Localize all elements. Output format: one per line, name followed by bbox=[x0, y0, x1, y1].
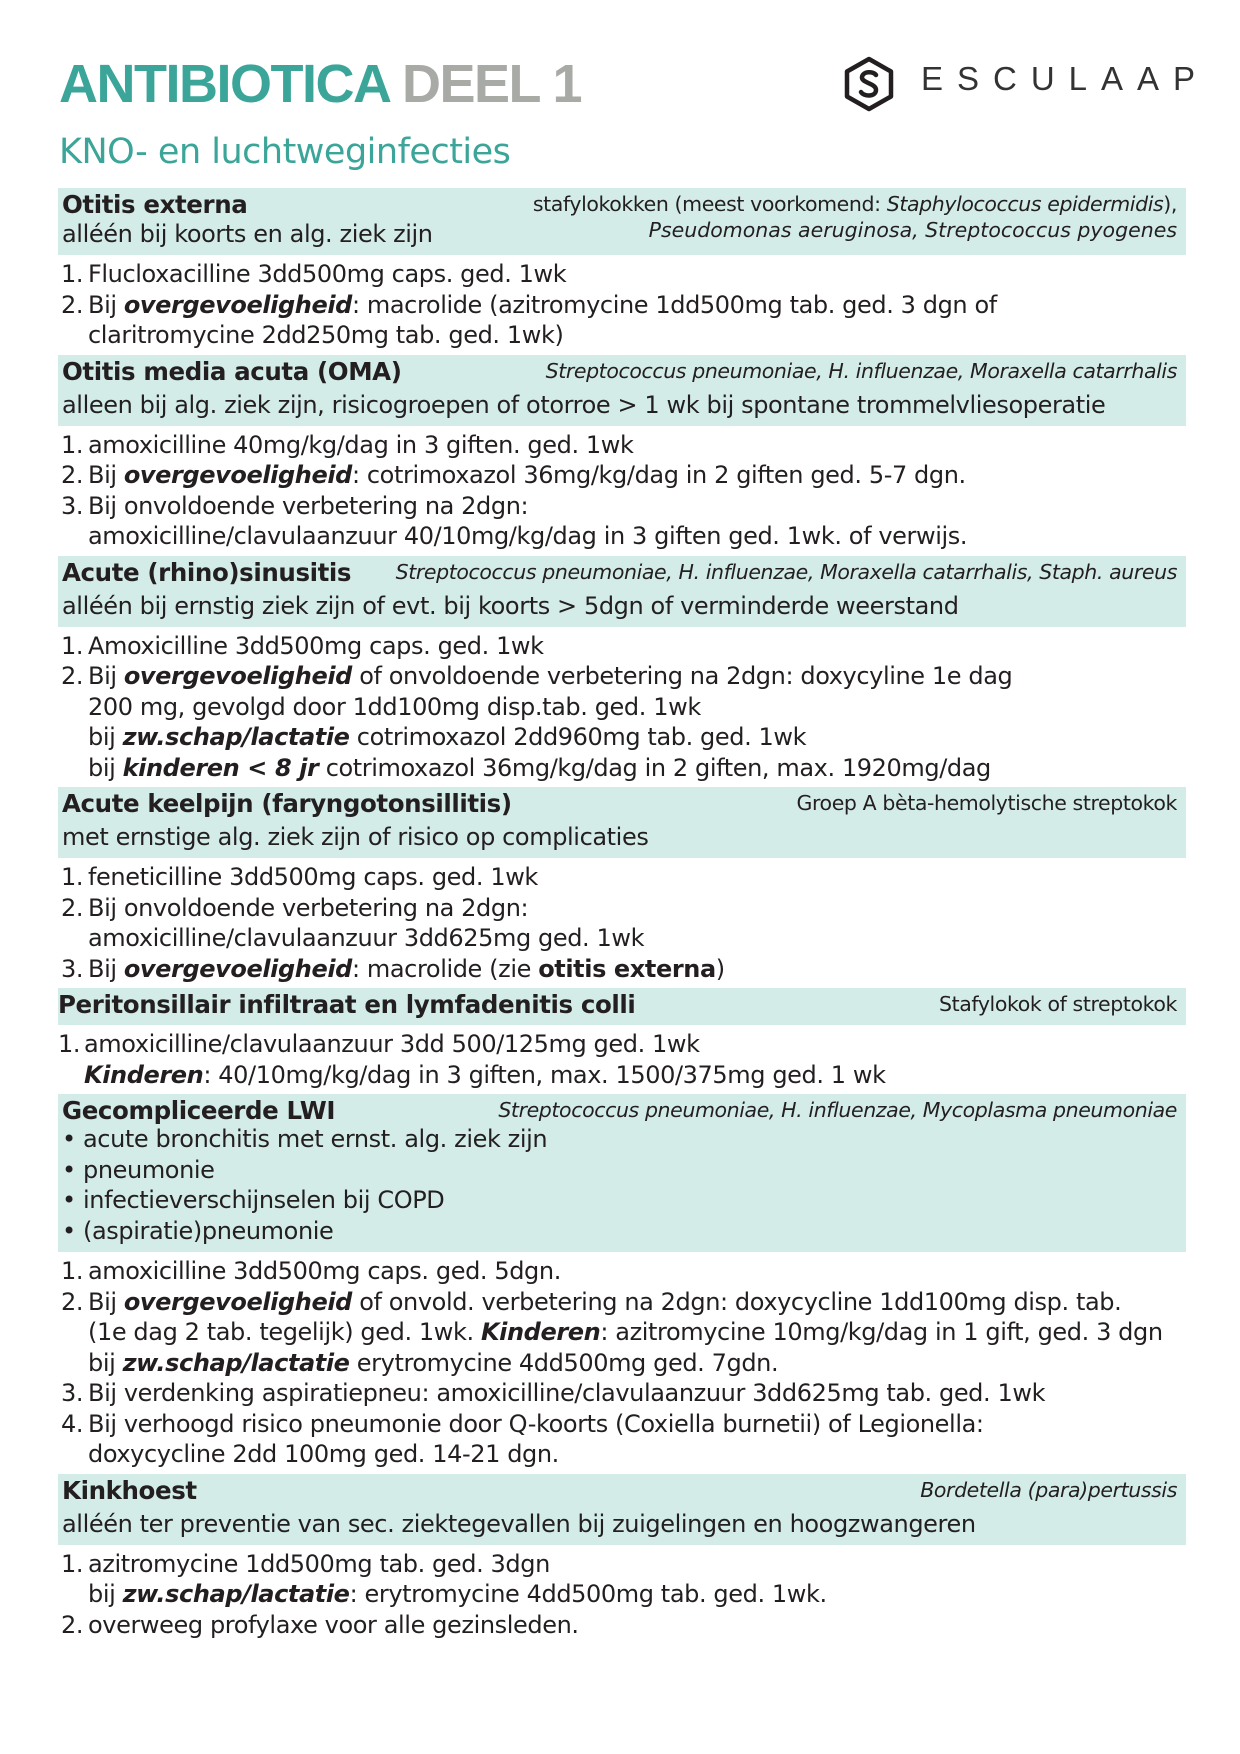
list-item: 2. Bij overgevoeligheid: macrolide (azitromycine 1dd500mg tab. ged. 3 dgn of bbox=[61, 290, 997, 319]
treatment-list bbox=[58, 255, 1186, 355]
section-header bbox=[58, 1094, 1186, 1252]
list-item-continuation: bij zw.schap/lactatie cotrimoxazol 2dd960mg tab. ged. 1wk bbox=[88, 723, 807, 751]
list-item: 2. Bij overgevoeligheid of onvoldoende verbetering na 2dgn: doxycyline 1e dag bbox=[61, 662, 1013, 690]
page-subtitle: KNO- en luchtweginfecties bbox=[59, 132, 511, 172]
section-title: Otitis media acuta (OMA) bbox=[62, 356, 402, 386]
indication-list bbox=[62, 1124, 1177, 1246]
section-header bbox=[58, 556, 1186, 627]
section-title: Kinkhoest bbox=[62, 1475, 197, 1505]
list-item: 1. amoxicilline/clavulaanzuur 3dd 500/125mg ged. 1wk bbox=[58, 1030, 700, 1058]
section-title: Gecompliceerde LWI bbox=[62, 1096, 336, 1125]
section-header bbox=[58, 988, 1186, 1025]
section-sinusitis bbox=[58, 556, 1186, 788]
section-condition: alléén bij ernstig ziek zijn of evt. bij koorts > 5dgn of verminderde weerstand bbox=[62, 591, 959, 620]
section-condition: alléén ter preventie van sec. ziektegevallen bij zuigelingen en hoogzwangeren bbox=[62, 1509, 976, 1538]
section-kinkhoest bbox=[58, 1474, 1186, 1645]
list-item: 2. Bij overgevoeligheid: cotrimoxazol 36mg/kg/dag in 2 giften ged. 5-7 dgn. bbox=[61, 461, 966, 489]
treatment-list bbox=[58, 858, 1186, 988]
sections-container bbox=[58, 188, 1186, 1644]
page-title bbox=[59, 50, 581, 118]
list-item: 2. Bij overgevoeligheid of onvold. verbetering na 2dgn: doxycycline 1dd100mg disp. tab. bbox=[61, 1287, 1122, 1316]
list-item: 3. Bij onvoldoende verbetering na 2dgn: bbox=[61, 491, 529, 520]
list-item-continuation: bij zw.schap/lactatie erytromycine 4dd500mg ged. 7gdn. bbox=[88, 1348, 779, 1377]
treatment-list bbox=[58, 426, 1186, 556]
section-title: Otitis externa bbox=[62, 190, 248, 219]
list-item: 3. Bij overgevoeligheid: macrolide (zie otitis externa) bbox=[61, 954, 725, 983]
pathogen-line: Groep A bèta-hemolytische streptokok bbox=[796, 791, 1177, 815]
section-header bbox=[58, 188, 1186, 255]
list-item: 1. feneticilline 3dd500mg caps. ged. 1wk bbox=[61, 863, 538, 891]
section-gecompliceerde-lwi bbox=[58, 1094, 1186, 1474]
list-item: 4. Bij verhoogd risico pneumonie door Q-koorts (Coxiella burnetii) of Legionella: bbox=[61, 1409, 984, 1438]
section-title: Acute keelpijn (faryngotonsillitis) bbox=[62, 789, 512, 818]
indication-item: • (aspiratie)pneumonie bbox=[62, 1216, 334, 1245]
section-peritonsillair bbox=[58, 988, 1186, 1094]
indication-item: • acute bronchitis met ernst. alg. ziek zijn bbox=[62, 1125, 548, 1153]
list-item-continuation: amoxicilline/clavulaanzuur 40/10mg/kg/dag in 3 giften ged. 1wk. of verwijs. bbox=[88, 522, 968, 550]
list-item: 1. amoxicilline 3dd500mg caps. ged. 5dgn. bbox=[61, 1257, 561, 1285]
list-item: 1. azitromycine 1dd500mg tab. ged. 3dgn bbox=[61, 1549, 550, 1578]
pathogen-line: Pseudomonas aeruginosa, Streptococcus pyogenes bbox=[648, 218, 1177, 242]
treatment-list bbox=[58, 1545, 1186, 1645]
esculaap-logo-icon bbox=[843, 56, 895, 112]
logo-wordmark: ESCULAAP bbox=[921, 60, 1210, 97]
section-title: Acute (rhino)sinusitis bbox=[62, 557, 352, 587]
list-item: 1. amoxicilline 40mg/kg/dag in 3 giften. ged. 1wk bbox=[61, 430, 634, 459]
list-item-continuation: claritromycine 2dd250mg tab. ged. 1wk) bbox=[88, 321, 564, 349]
list-item-continuation: 200 mg, gevolgd door 1dd100mg disp.tab. ged. 1wk bbox=[88, 692, 701, 721]
pathogen-line: Stafylokok of streptokok bbox=[938, 992, 1177, 1016]
pathogen-line: stafylokokken (meest voorkomend: Staphylococcus epidermidis), bbox=[532, 192, 1177, 216]
list-item: 1. Amoxicilline 3dd500mg caps. ged. 1wk bbox=[61, 631, 544, 660]
section-otitis-externa bbox=[58, 188, 1186, 355]
section-header bbox=[58, 787, 1186, 858]
section-condition: alleen bij alg. ziek zijn, risicogroepen of otorroe > 1 wk bij spontane trommelvliesoperatie bbox=[62, 390, 1106, 419]
list-item-continuation: Kinderen: 40/10mg/kg/dag in 3 giften, max. 1500/375mg ged. 1 wk bbox=[84, 1060, 886, 1089]
list-item-continuation: (1e dag 2 tab. tegelijk) ged. 1wk. Kinderen: azitromycine 10mg/kg/dag in 1 gift, ged. 3 dgn bbox=[88, 1318, 1163, 1346]
pathogen-line: Bordetella (para)pertussis bbox=[920, 1477, 1177, 1502]
list-item-continuation: bij kinderen < 8 jr cotrimoxazol 36mg/kg/dag in 2 giften, max. 1920mg/dag bbox=[88, 753, 991, 782]
pathogen-line: Streptococcus pneumoniae, H. influenzae, Moraxella catarrhalis, Staph. aureus bbox=[395, 559, 1177, 584]
treatment-list bbox=[58, 627, 1186, 788]
indication-item: • infectieverschijnselen bij COPD bbox=[62, 1186, 445, 1214]
section-keelpijn bbox=[58, 787, 1186, 988]
treatment-list bbox=[58, 1025, 1186, 1094]
list-item-continuation: doxycycline 2dd 100mg ged. 14-21 dgn. bbox=[88, 1440, 559, 1468]
list-item: 2. Bij onvoldoende verbetering na 2dgn: bbox=[61, 893, 529, 922]
treatment-list bbox=[58, 1252, 1186, 1474]
list-item: 3. Bij verdenking aspiratiepneu: amoxicilline/clavulaanzuur 3dd625mg tab. ged. 1wk bbox=[61, 1379, 1046, 1407]
section-title: Peritonsillair infiltraat en lymfadenitis colli bbox=[58, 990, 636, 1019]
section-header bbox=[58, 355, 1186, 426]
list-item: 2. overweeg profylaxe voor alle gezinsleden. bbox=[61, 1610, 579, 1639]
pathogen-line: Streptococcus pneumoniae, H. influenzae, Moraxella catarrhalis bbox=[545, 358, 1177, 383]
pathogen-line: Streptococcus pneumoniae, H. influenzae, Mycoplasma pneumoniae bbox=[498, 1098, 1177, 1122]
indication-item: • pneumonie bbox=[62, 1155, 215, 1184]
title-part-antibiotica: ANTIBIOTICA bbox=[59, 54, 389, 114]
list-item-continuation: amoxicilline/clavulaanzuur 3dd625mg ged. 1wk bbox=[88, 924, 645, 952]
section-header bbox=[58, 1474, 1186, 1545]
section-condition: alléén bij koorts en alg. ziek zijn bbox=[62, 220, 433, 248]
section-otitis-media-acuta bbox=[58, 355, 1186, 556]
section-condition: met ernstige alg. ziek zijn of risico op complicaties bbox=[62, 823, 649, 851]
title-part-deel: DEEL 1 bbox=[401, 54, 582, 114]
list-item-continuation: bij zw.schap/lactatie: erytromycine 4dd500mg tab. ged. 1wk. bbox=[88, 1580, 827, 1608]
list-item: 1. Flucloxacilline 3dd500mg caps. ged. 1wk bbox=[61, 260, 567, 288]
esculaap-logo bbox=[843, 56, 1210, 116]
